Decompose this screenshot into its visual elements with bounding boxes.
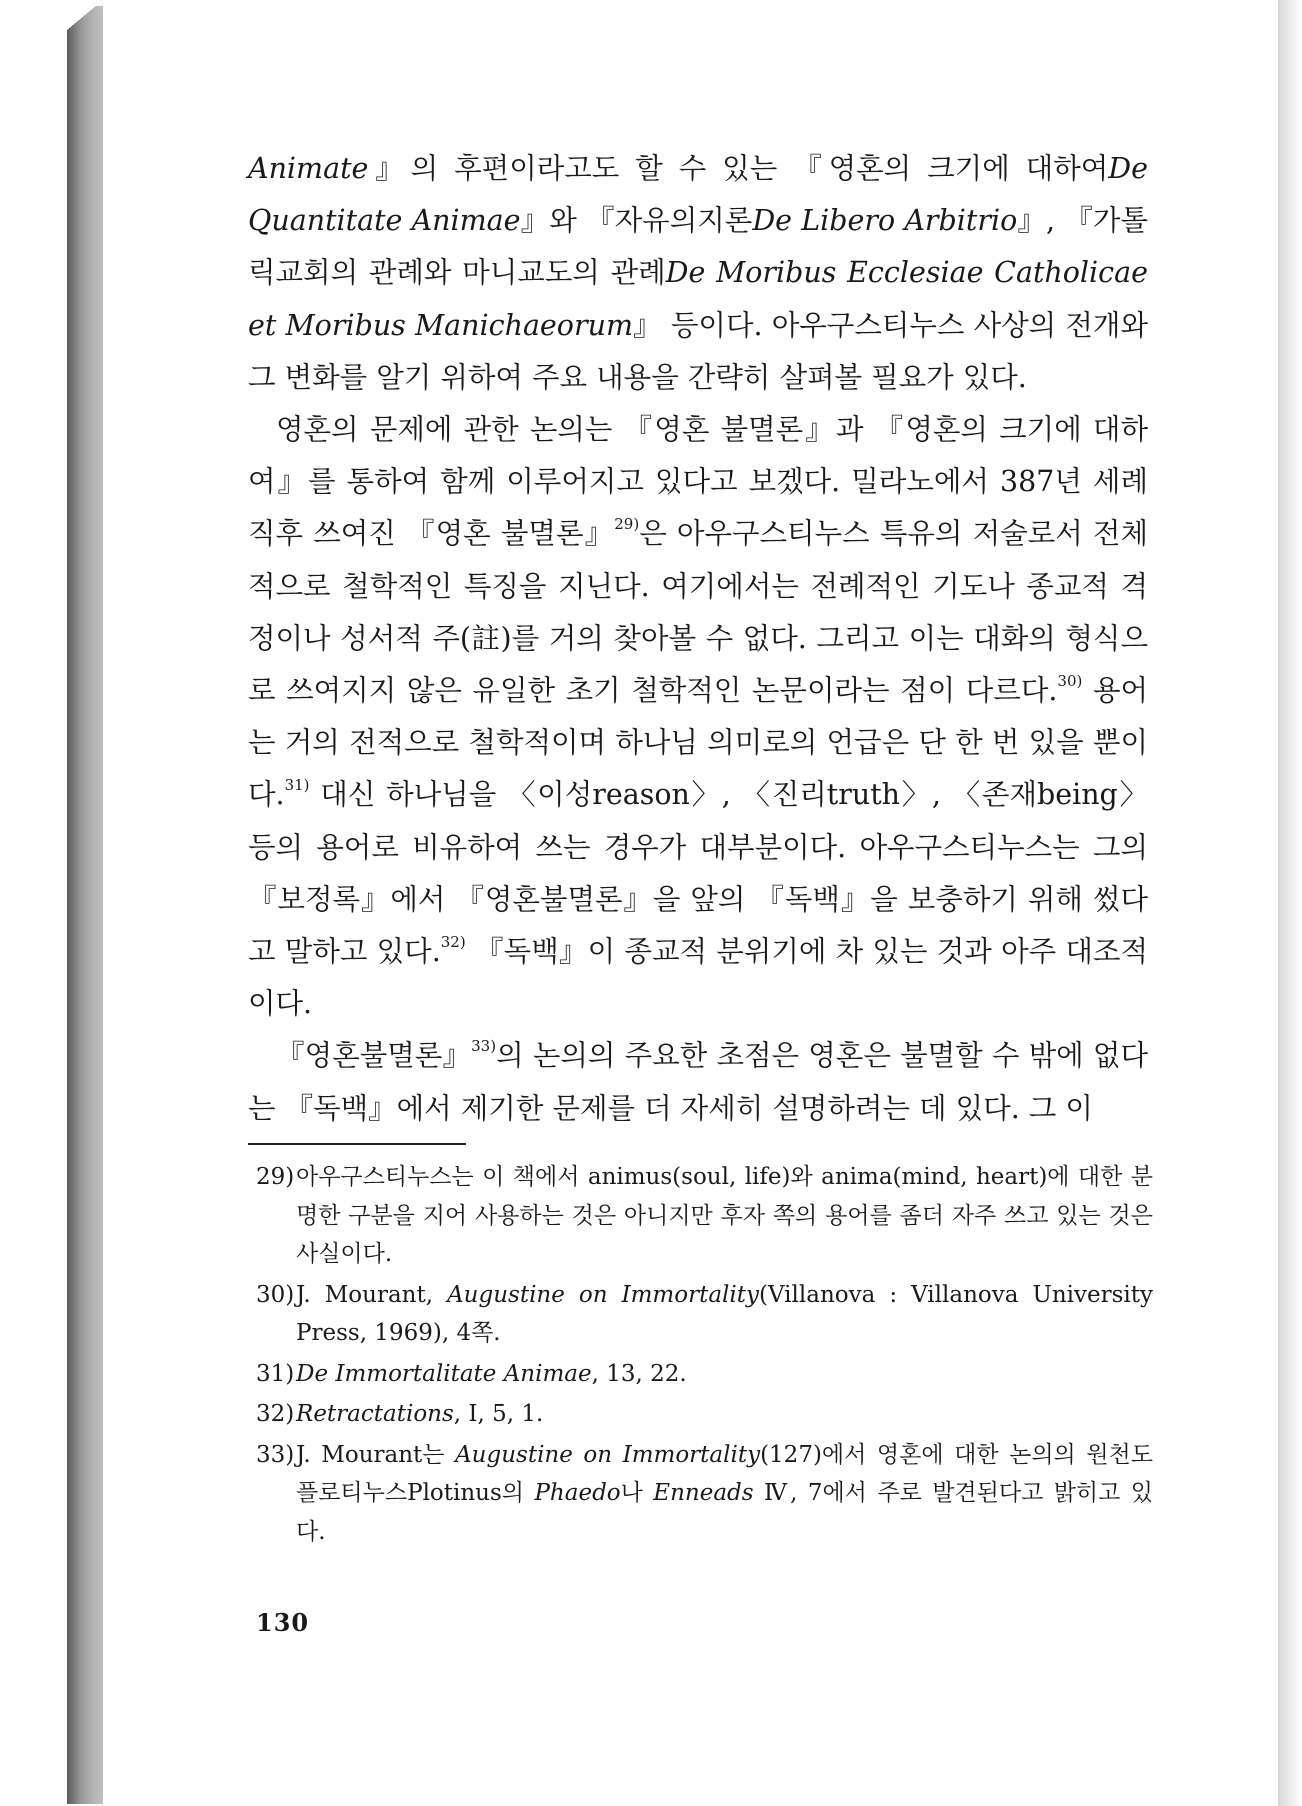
- latin-title: Animate: [248, 152, 369, 185]
- footnote-29: 29) 아우구스티누스는 이 책에서 animus(soul, life)와 anima(mind, heart)에 대한 분명한 구분을 지어 사용하는 것은 아니지만 후자 쪽의 용어를 좀더 자주 쓰고 있는 것은 사실이다.: [248, 1158, 1153, 1274]
- footnote-number: 32): [256, 1401, 295, 1427]
- footnote-ref: 31): [284, 776, 310, 795]
- footnote-31: 31) De Immortalitate Animae, 13, 22.: [248, 1355, 1153, 1394]
- footnote-ref: 32): [440, 933, 466, 952]
- footnote-ref: 33): [471, 1037, 497, 1056]
- paragraph-3: 『영혼불멸론』$^{33)}$의 논의의 주요한 초점은 영혼은 불멸할 수 밖에 없다는 『독백』에서 제기한 문제를 더 자세히 설명하려는 데 있다. 그 이: [248, 1037, 1148, 1125]
- footnote-32: 32) Retractations, Ⅰ, 5, 1.: [248, 1395, 1153, 1434]
- footnote-number: 30): [256, 1281, 295, 1308]
- latin-title: De Moribus Ecclesiae Catholicae et Moribus Manichaeorum: [248, 256, 1148, 342]
- latin-title: De Libero Arbitrio: [752, 204, 1018, 238]
- paragraph-1: Animate』의 후편이라고도 할 수 있는 『영혼의 크기에 대하여De Quantitate Animae』와 『자유의지론De Libero Arbitrio』, 『가톨릭교회의 관례와 마니교도의 관례De Moribus Ecclesiae Catholicae et Moribus Manichaeorum』 등이다. 아우구스티누스 사상의 전개와 그 변화를 알기 위하여 주요 내용을 간략히 살펴볼 필요가 있다.: [248, 152, 1148, 394]
- page-number: 130: [256, 1608, 310, 1637]
- main-text: [248, 143, 1148, 1135]
- latin-title: De Quantitate Animae: [248, 152, 1148, 238]
- footnote-separator: [248, 1143, 466, 1145]
- spine-top-corner: [67, 0, 103, 30]
- footnote-ref: 29): [614, 515, 640, 534]
- footnotes: [248, 1158, 1153, 1553]
- page-right-edge: [1278, 0, 1302, 1806]
- footnote-ref: 30): [1057, 672, 1083, 691]
- footnote-number: 29): [256, 1164, 295, 1190]
- footnote-30: 30) J. Mourant, Augustine on Immortality(Villanova : Villanova University Press, 1969), 4쪽.: [248, 1276, 1153, 1353]
- footnote-number: 31): [256, 1360, 295, 1387]
- footnote-33: 33) J. Mourant는 Augustine on Immortality(127)에서 영혼에 대한 논의의 원천도 플로티누스Plotinus의 Phaedo나 Enneads Ⅳ, 7에서 주로 발견된다고 밝히고 있다.: [248, 1436, 1153, 1552]
- paragraph-2: 영혼의 문제에 관한 논의는 『영혼 불멸론』과 『영혼의 크기에 대하여』를 통하여 함께 이루어지고 있다고 보겠다. 밀라노에서 387년 세례 직후 쓰여진 『영혼 불멸론』$^{29)}$은 아우구스티누스 특유의 저술로서 전체적으로 철학적인 특징을 지닌다. 여기에서는 전례적인 기도나 종교적 격정이나 성서적 주(註)를 거의 찾아볼 수 없다. 그리고 이는 대화의 형식으로 쓰여지지 않은 유일한 초기 철학적인 논문이라는 점이 다르다.$^{30)}$ 용어는 거의 전적으로 철학적이며 하나님 의미로의 언급은 단 한 번 있을 뿐이다.$^{31)}$ 대신 하나님을 〈이성reason〉, 〈진리truth〉, 〈존재being〉 등의 용어로 비유하여 쓰는 경우가 대부분이다. 아우구스티누스는 그의 『보정록』에서 『영혼불멸론』을 앞의 『독백』을 보충하기 위해 썼다고 말하고 있다.$^{32)}$ 『독백』이 종교적 분위기에 차 있는 것과 아주 대조적이다.: [248, 413, 1149, 1021]
- book-spine-edge: [67, 6, 103, 1804]
- footnote-number: 33): [256, 1441, 295, 1468]
